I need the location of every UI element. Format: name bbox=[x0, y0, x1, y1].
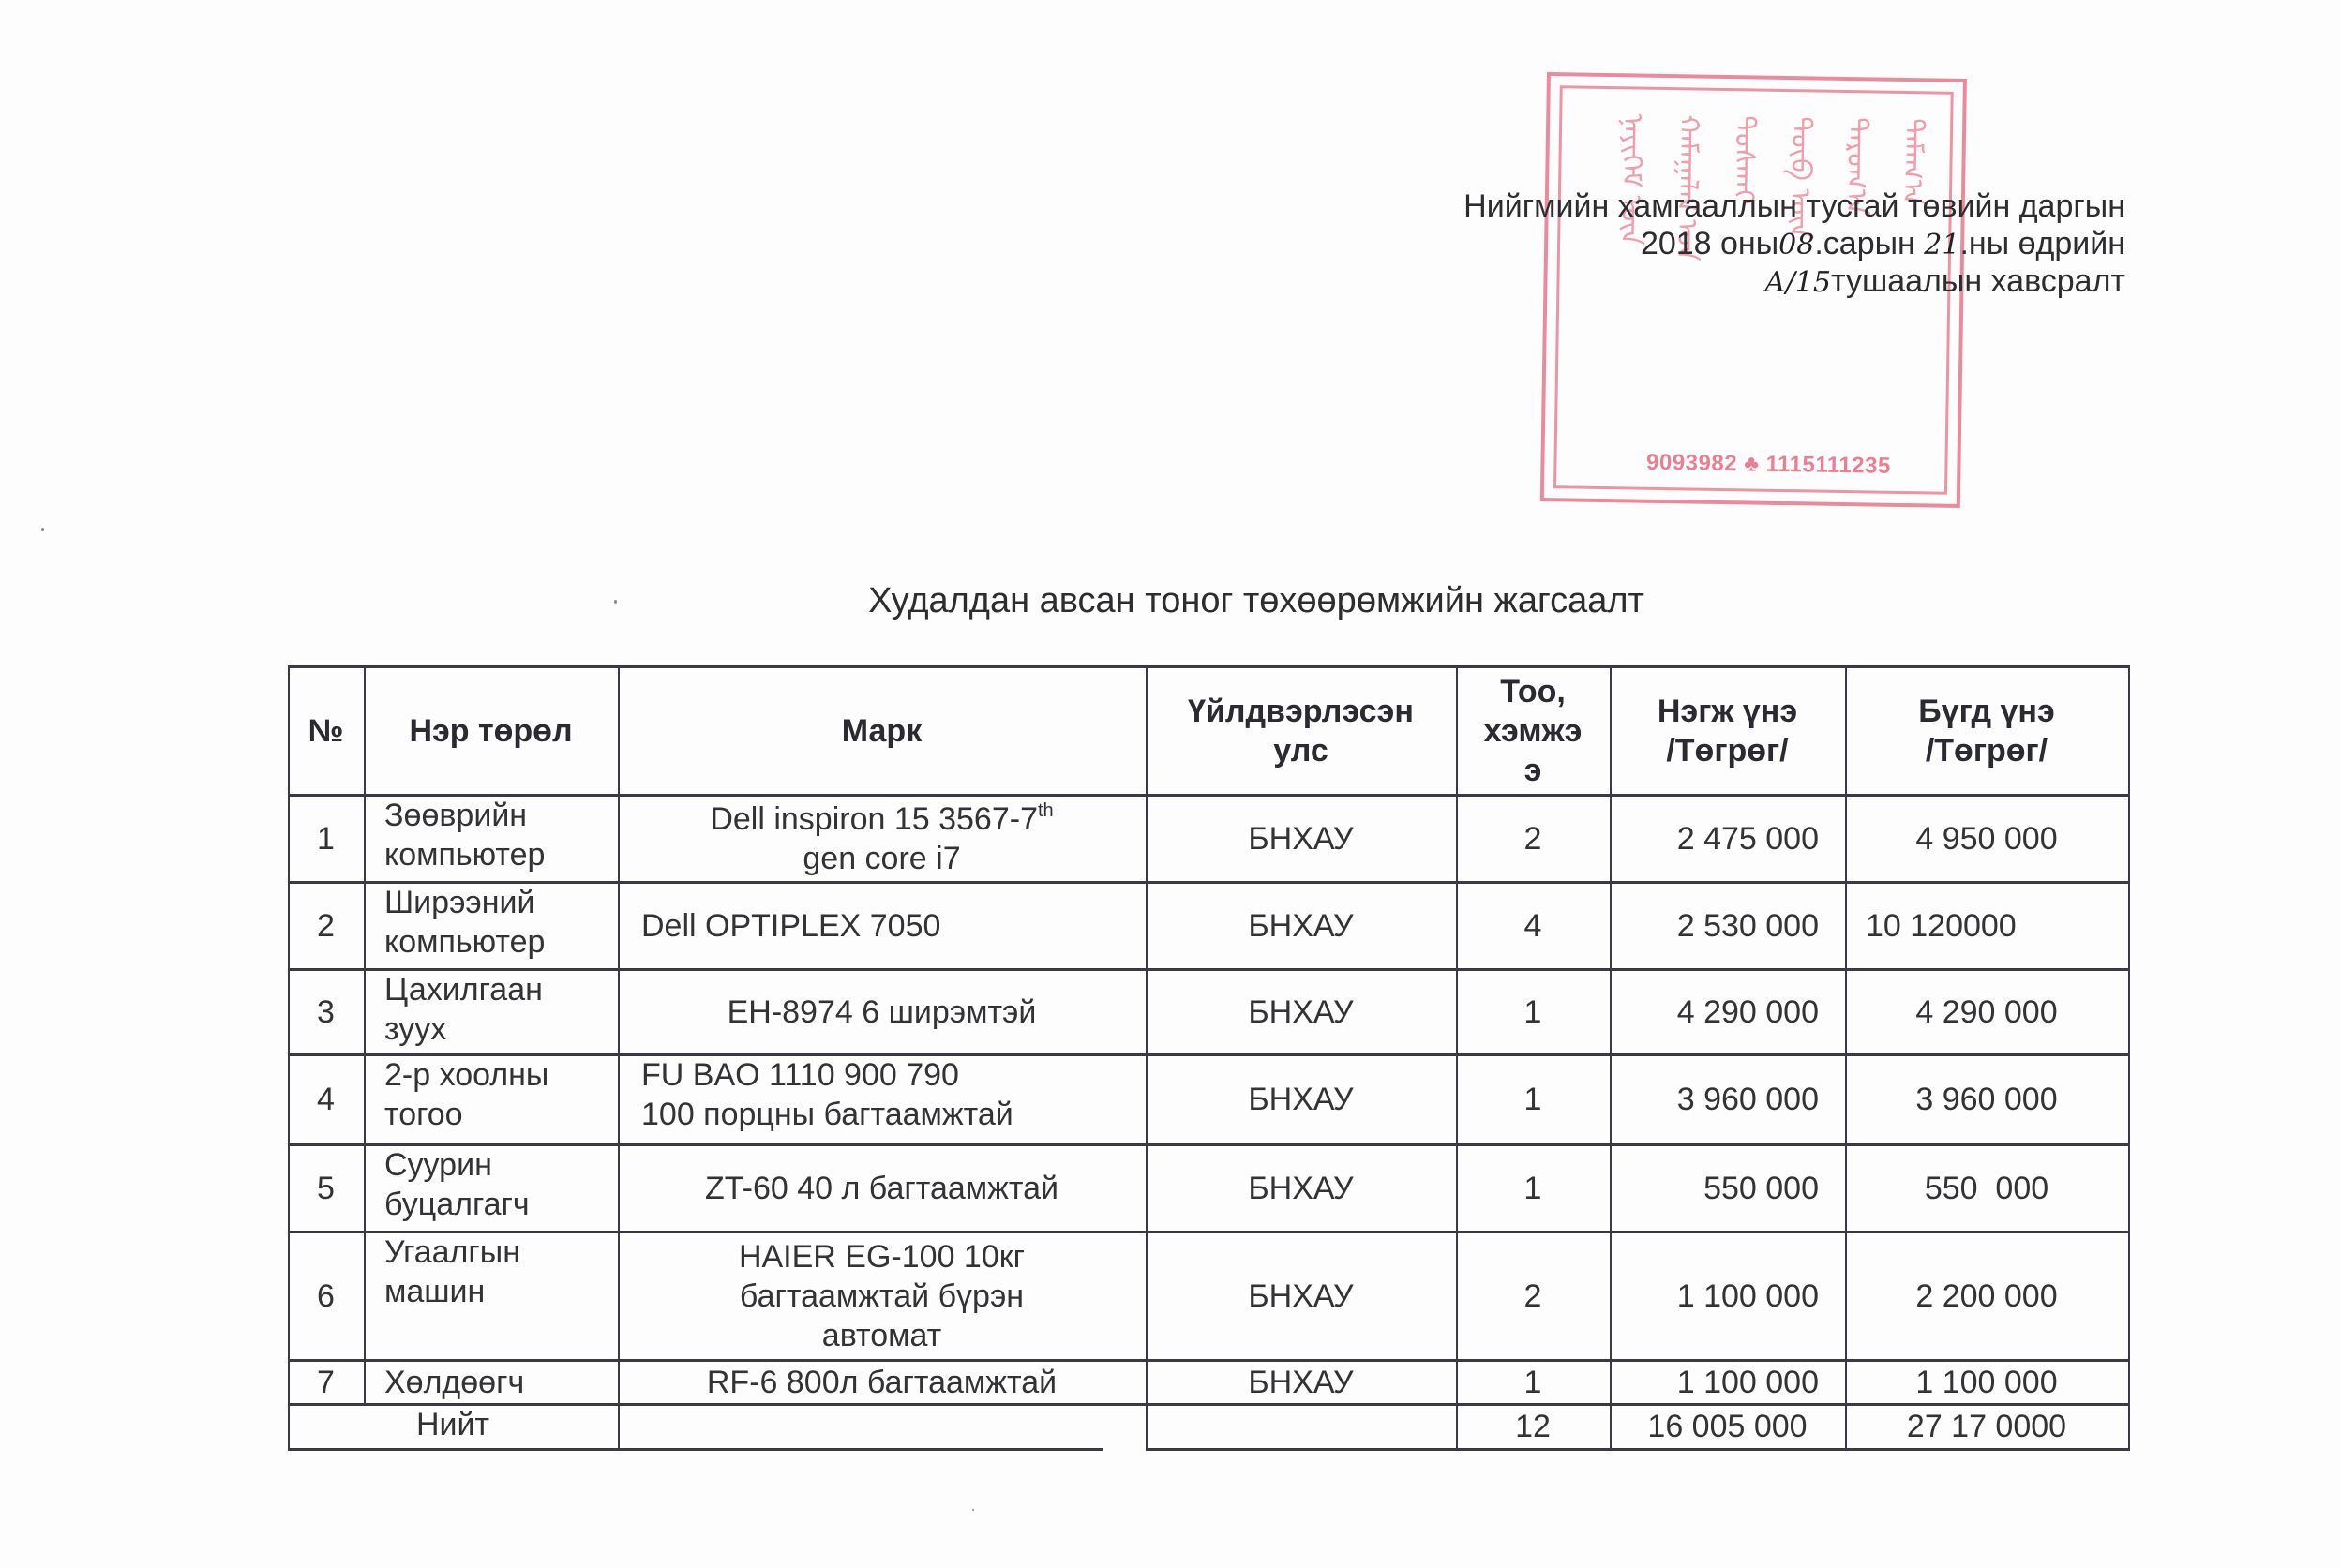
handwritten-month: 08 bbox=[1778, 229, 1815, 261]
scan-speck bbox=[972, 1509, 974, 1511]
cell-unit-price: 1 100 000 bbox=[1676, 1364, 1819, 1400]
header-line-2 bbox=[1641, 225, 2125, 264]
cell-text: Суурин bbox=[384, 1147, 492, 1183]
cell-country: БНХАУ bbox=[1248, 820, 1354, 857]
cell-unit-price: 4 290 000 bbox=[1676, 993, 1819, 1030]
table-border bbox=[1146, 1448, 2130, 1451]
column-header-name: Нэр төрөл bbox=[409, 712, 573, 749]
header-text: Тоо, bbox=[1500, 673, 1566, 709]
cell-name bbox=[364, 796, 618, 881]
totals-unit-price: 16 005 000 bbox=[1647, 1409, 1808, 1444]
cell-brand bbox=[618, 1232, 1146, 1359]
cell-text: Зөөврийн bbox=[384, 798, 528, 833]
header-line-1: Нийгмийн хамгааллын тусгай төвийн даргын bbox=[1463, 188, 2125, 224]
cell-text: компьютер bbox=[384, 924, 546, 960]
cell-name: Хөлдөөгч bbox=[384, 1364, 525, 1400]
stamp-script-column: ᠳᠠᠷᠤᠭ᠎ᠠ bbox=[1839, 116, 1873, 216]
cell-text: Угаалгын bbox=[384, 1234, 520, 1270]
totals-quantity: 12 bbox=[1515, 1409, 1551, 1444]
cell-no: 7 bbox=[317, 1364, 335, 1400]
cell-quantity: 1 bbox=[1523, 1082, 1542, 1117]
cell-total-price: 10 120000 bbox=[1866, 907, 2017, 944]
cell-name bbox=[364, 1232, 618, 1359]
cell-unit-price: 2 475 000 bbox=[1676, 820, 1819, 857]
brand-text: Dell inspiron 15 3567-7 bbox=[710, 800, 1038, 837]
cell-no: 1 bbox=[317, 820, 335, 857]
cell-text: машин bbox=[384, 1274, 486, 1309]
scan-speck bbox=[41, 528, 44, 531]
stamp-script-column: ᠨᠡᠶᠢᠭᠡᠮ ᠦᠨ bbox=[1614, 113, 1648, 246]
cell-total-price: 550 000 bbox=[1924, 1170, 2049, 1206]
cell-text: багтаамжтай бүрэн bbox=[739, 1277, 1025, 1314]
cell-quantity: 4 bbox=[1523, 907, 1542, 944]
header-text: Үйлдвэрлэсэн bbox=[1188, 693, 1414, 729]
cell-quantity: 1 bbox=[1523, 1364, 1542, 1400]
header-month-label: .сарын bbox=[1814, 226, 1915, 261]
column-header-unit-price bbox=[1610, 667, 1845, 794]
cell-no: 4 bbox=[317, 1082, 335, 1117]
document-title: Худалдан авсан тоног төхөөрөмжийн жагсаалт bbox=[868, 581, 1644, 620]
column-header-total-price bbox=[1845, 667, 2128, 794]
cell-total-price: 2 200 000 bbox=[1915, 1277, 2058, 1314]
cell-name bbox=[364, 883, 618, 968]
cell-quantity: 2 bbox=[1523, 820, 1542, 857]
cell-text: автомат bbox=[821, 1317, 942, 1353]
column-header-no: № bbox=[308, 712, 344, 749]
header-text: э bbox=[1523, 752, 1542, 788]
cell-country: БНХАУ bbox=[1248, 1170, 1354, 1206]
cell-text: тогоо bbox=[384, 1097, 463, 1132]
stamp-script-column: ᠬᠠᠮᠠᠭᠠᠯᠠᠯ ᠤᠨ bbox=[1670, 114, 1704, 262]
cell-text: буцалгагч bbox=[384, 1187, 530, 1222]
handwritten-order-number: А/15 bbox=[1763, 266, 1831, 299]
cell-text bbox=[710, 799, 1053, 839]
cell-unit-price: 2 530 000 bbox=[1676, 907, 1819, 944]
cell-quantity: 1 bbox=[1523, 993, 1542, 1030]
cell-quantity: 1 bbox=[1523, 1170, 1542, 1206]
cell-country: БНХАУ bbox=[1248, 907, 1354, 944]
cell-text: gen core i7 bbox=[803, 840, 961, 876]
stamp-script-column: ᠲᠥᠪ ᠦᠨ bbox=[1783, 116, 1817, 240]
cell-text: Цахилгаан bbox=[384, 972, 543, 1008]
cell-total-price: 4 290 000 bbox=[1915, 993, 2058, 1030]
cell-brand bbox=[618, 796, 1146, 881]
cell-total-price: 3 960 000 bbox=[1915, 1082, 2058, 1117]
totals-total-price: 27 17 0000 bbox=[1906, 1409, 2067, 1444]
stamp-registration-number: 9093982 ♣ 1115111235 bbox=[1645, 449, 1891, 479]
cell-unit-price: 550 000 bbox=[1703, 1170, 1819, 1206]
cell-total-price: 4 950 000 bbox=[1915, 820, 2058, 857]
header-text: /Төгрөг/ bbox=[1666, 732, 1789, 769]
cell-name bbox=[364, 1145, 618, 1231]
superscript: th bbox=[1037, 799, 1054, 821]
cell-name bbox=[364, 1055, 618, 1143]
header-text: улс bbox=[1273, 732, 1328, 769]
cell-text: Ширээний bbox=[384, 885, 535, 920]
cell-text: 100 порцны багтаамжтай bbox=[641, 1097, 1013, 1132]
table-border bbox=[288, 1448, 1103, 1451]
cell-text: компьютер bbox=[384, 837, 546, 873]
cell-no: 5 bbox=[317, 1170, 335, 1206]
cell-no: 3 bbox=[317, 993, 335, 1030]
cell-name bbox=[364, 970, 618, 1053]
cell-brand: Dell OPTIPLEX 7050 bbox=[641, 907, 941, 944]
cell-quantity: 2 bbox=[1523, 1277, 1542, 1314]
handwritten-day: 21 bbox=[1924, 229, 1960, 261]
header-year: 2018 оны bbox=[1640, 226, 1779, 261]
column-header-brand: Марк bbox=[841, 712, 923, 749]
header-order-label: тушаалын хавсралт bbox=[1831, 263, 2125, 299]
cell-unit-price: 1 100 000 bbox=[1676, 1277, 1819, 1314]
header-text: Бүгд үнэ bbox=[1918, 693, 2055, 729]
header-text: Нэгж үнэ bbox=[1657, 693, 1798, 729]
header-line-3 bbox=[1764, 262, 2125, 302]
cell-text: HAIER EG-100 10кг bbox=[738, 1238, 1026, 1275]
cell-unit-price: 3 960 000 bbox=[1676, 1082, 1819, 1117]
table-border bbox=[2128, 665, 2130, 1451]
cell-brand: RF-6 800л багтаамжтай bbox=[706, 1364, 1058, 1400]
cell-text: зуух bbox=[384, 1011, 447, 1047]
cell-country: БНХАУ bbox=[1248, 1277, 1354, 1314]
cell-total-price: 1 100 000 bbox=[1915, 1364, 2058, 1400]
totals-label: Нийт bbox=[415, 1407, 490, 1442]
cell-brand: EH-8974 6 ширэмтэй bbox=[727, 993, 1037, 1030]
cell-text: FU BAO 1110 900 790 bbox=[641, 1057, 959, 1093]
cell-country: БНХАУ bbox=[1248, 993, 1354, 1030]
cell-no: 2 bbox=[317, 907, 335, 944]
cell-brand: ZT-60 40 л багтаамжтай bbox=[704, 1170, 1059, 1206]
header-day-label: .ны өдрийн bbox=[1959, 226, 2125, 261]
cell-country: БНХАУ bbox=[1248, 1082, 1354, 1117]
cell-brand bbox=[618, 1055, 1146, 1143]
column-header-quantity bbox=[1456, 667, 1610, 794]
cell-country: БНХАУ bbox=[1248, 1364, 1354, 1400]
stamp-script-column: ᠲᠤᠰᠬᠠᠢ bbox=[1727, 115, 1761, 205]
stamp-script-column: ᠲᠠᠮᠠᠭ᠎ᠠ bbox=[1896, 117, 1929, 206]
cell-no: 6 bbox=[317, 1277, 335, 1314]
header-text: /Төгрөг/ bbox=[1925, 732, 2048, 769]
column-header-country bbox=[1146, 667, 1456, 794]
cell-text: 2-р хоолны bbox=[384, 1057, 549, 1093]
header-text: хэмжэ bbox=[1483, 712, 1583, 749]
